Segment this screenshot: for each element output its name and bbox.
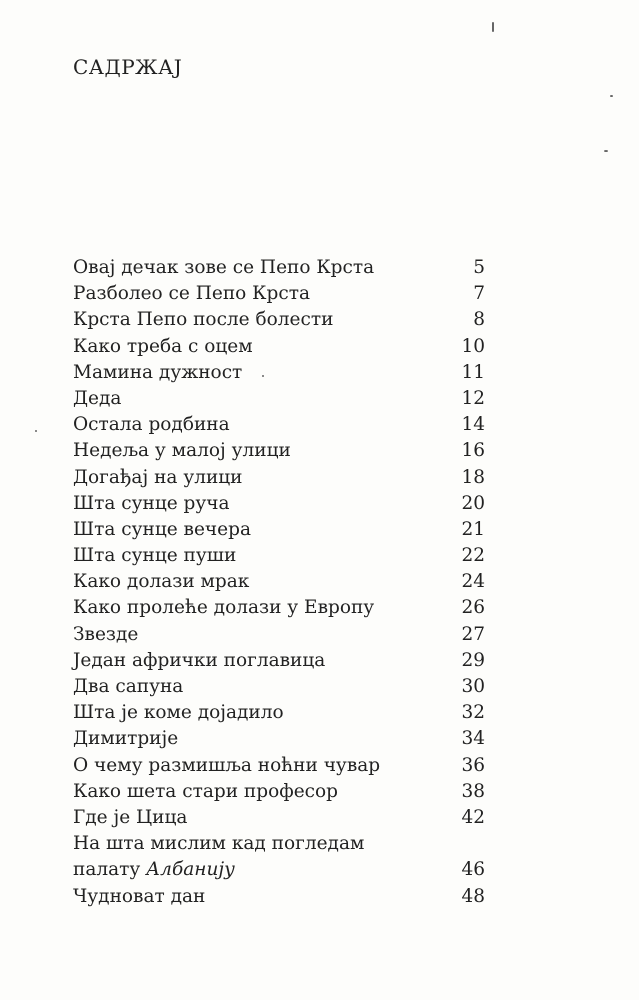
toc-entry-title-continuation	[73, 857, 235, 883]
toc-entry	[73, 281, 485, 307]
toc-entry-title: Димитрије	[73, 728, 179, 750]
toc-entry	[73, 726, 485, 752]
toc-entry-title: Недеља у малој улици	[73, 440, 291, 462]
toc-entry	[73, 491, 485, 517]
toc-entry-title-italic: Албанију	[146, 859, 235, 881]
toc-entry-title: Како долази мрак	[73, 571, 250, 593]
toc-entry-title: Шта сунце вечера	[73, 518, 251, 540]
toc-entry	[73, 569, 485, 595]
toc-entry	[73, 831, 485, 883]
toc-entry-title: Шта сунце руча	[73, 492, 230, 514]
toc-entry-page: 8	[473, 309, 485, 331]
toc-entry-title: Како треба с оцем	[73, 335, 253, 357]
scan-speck	[492, 22, 494, 32]
toc-entry-page: 7	[473, 283, 485, 305]
toc-entry	[73, 805, 485, 831]
toc-entry-title: Како шета стари професор	[73, 780, 338, 802]
toc-entry-title: Звезде	[73, 623, 139, 645]
toc-entry-title: Где је Цица	[73, 806, 188, 828]
toc-entry-page: 21	[461, 518, 485, 540]
toc-entry-title: Мамина дужност	[73, 361, 243, 383]
toc-entry-page: 34	[461, 728, 485, 750]
toc-entry-title: Крста Пепо после болести	[73, 309, 334, 331]
toc-entry	[73, 465, 485, 491]
toc-entry-title: Остала родбина	[73, 414, 230, 436]
toc-entry	[73, 648, 485, 674]
scan-speck	[262, 375, 264, 377]
toc-entry-page: 24	[461, 571, 485, 593]
toc-entry-title: Овај дечак зове се Пепо Крста	[73, 257, 375, 278]
toc-entry-page: 42	[461, 806, 485, 828]
toc-entry-title: Два сапуна	[73, 676, 184, 697]
toc-entry-page: 27	[461, 623, 485, 645]
toc-entry-page: 14	[461, 414, 485, 436]
toc-entry-page: 12	[461, 387, 485, 409]
scan-speck	[35, 430, 37, 432]
toc-entry-title: Догађај на улици	[73, 466, 243, 488]
toc-entry	[73, 255, 485, 281]
toc-entry-page: 32	[461, 702, 485, 724]
toc-entry-page: 10	[461, 335, 485, 357]
toc-entry-page: 22	[461, 545, 485, 567]
toc-entry-page: 30	[461, 676, 485, 697]
toc-entry	[73, 700, 485, 726]
toc-entry	[73, 386, 485, 412]
toc-entry-title-prefix: палату	[73, 859, 141, 881]
toc-entry-title: Чудноват дан	[73, 885, 206, 907]
toc-entry	[73, 438, 485, 464]
toc-entry-page: 26	[461, 597, 485, 619]
toc-entry	[73, 674, 485, 700]
scan-speck	[604, 150, 608, 152]
table-of-contents	[73, 255, 485, 910]
toc-entry-title: Разболео се Пепо Крста	[73, 283, 310, 305]
toc-entry-page: 38	[461, 780, 485, 802]
toc-entry-page: 20	[461, 492, 485, 514]
toc-entry	[73, 307, 485, 333]
toc-entry-title: Шта сунце пуши	[73, 545, 237, 567]
toc-entry	[73, 360, 485, 386]
toc-entry-page: 11	[461, 361, 485, 383]
toc-entry	[73, 884, 485, 910]
toc-entry-page: 5	[473, 257, 485, 278]
toc-entry	[73, 622, 485, 648]
scan-speck	[610, 95, 613, 97]
toc-entry-title: О чему размишља ноћни чувар	[73, 754, 381, 776]
toc-entry-title: На шта мислим кад погледам	[73, 833, 365, 855]
toc-entry	[73, 334, 485, 360]
toc-entry-page: 29	[461, 649, 485, 671]
toc-entry-title: Шта је коме дојадило	[73, 702, 284, 724]
toc-entry	[73, 517, 485, 543]
toc-entry-page: 48	[461, 885, 485, 907]
toc-entry-page: 16	[461, 440, 485, 462]
toc-entry-page: 46	[461, 859, 485, 881]
toc-entry-title: Један афрички поглавица	[73, 649, 326, 671]
toc-entry-page: 18	[461, 466, 485, 488]
toc-entry	[73, 779, 485, 805]
toc-entry	[73, 753, 485, 779]
toc-entry-title: Деда	[73, 387, 122, 409]
toc-entry	[73, 412, 485, 438]
page-title: САДРЖАЈ	[73, 55, 183, 79]
toc-entry	[73, 595, 485, 621]
toc-entry-title: Како пролеће долази у Европу	[73, 597, 375, 619]
toc-entry	[73, 543, 485, 569]
toc-entry-page: 36	[461, 754, 485, 776]
